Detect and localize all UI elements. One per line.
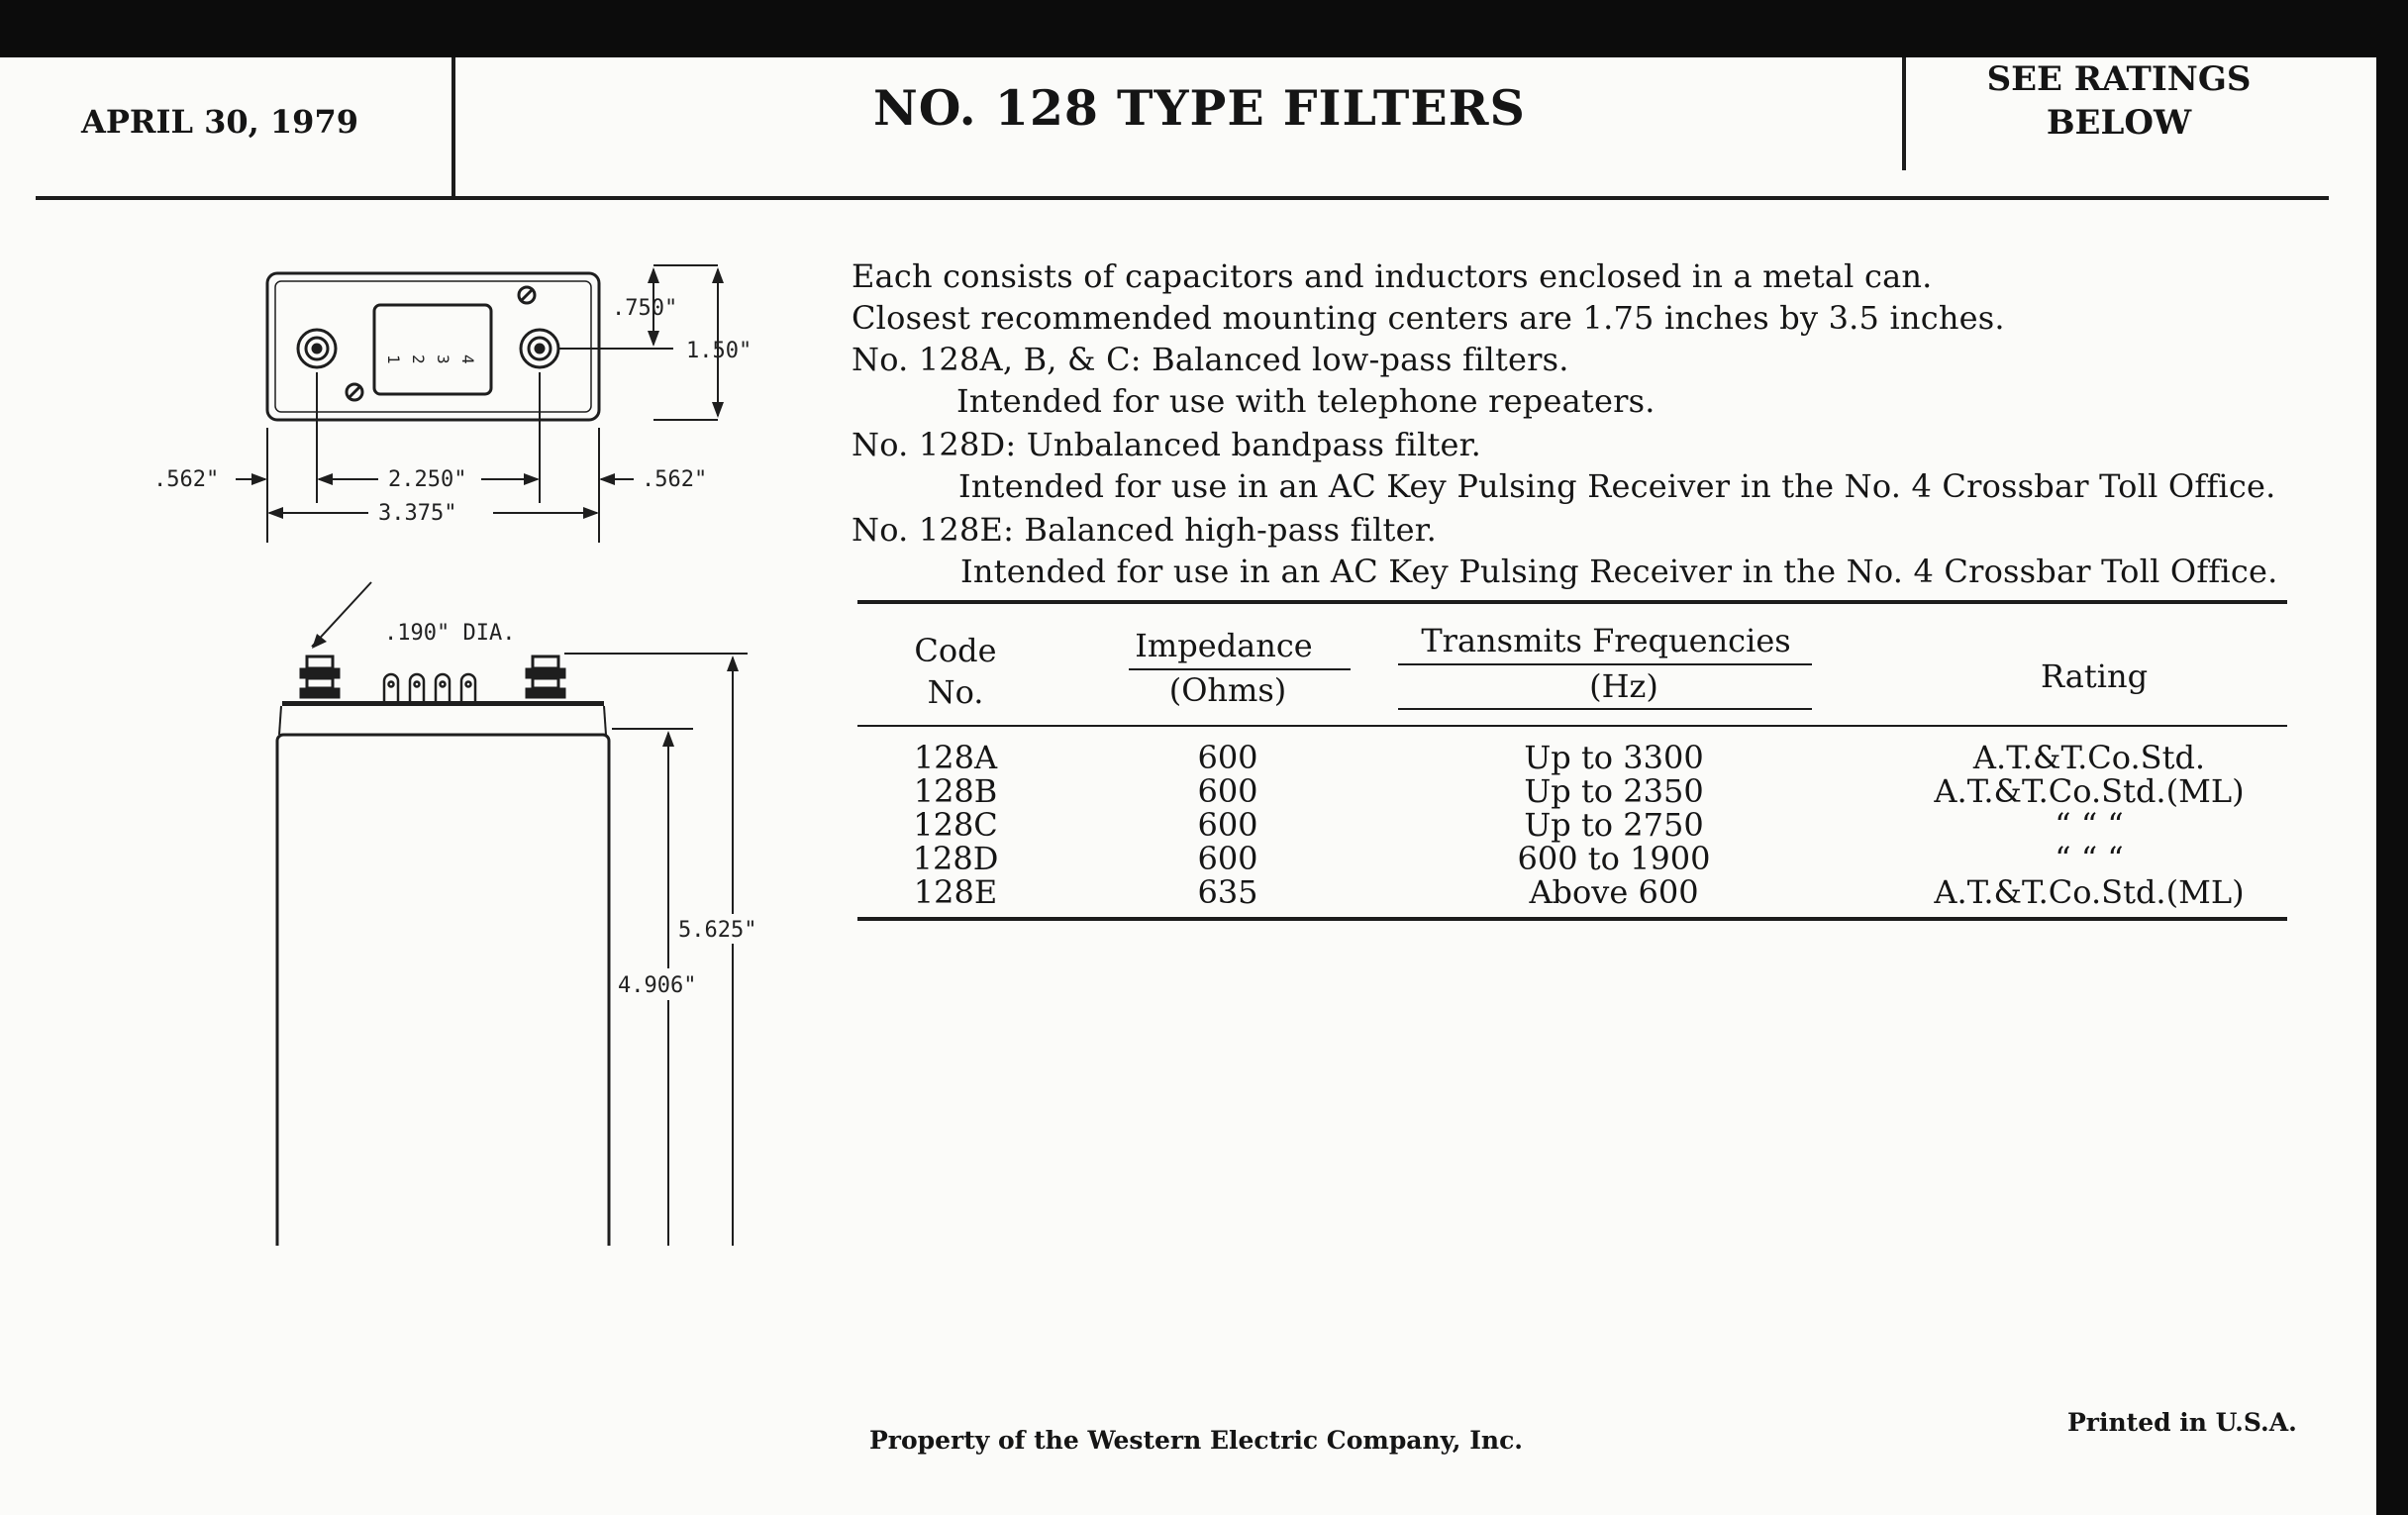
table-cell-frequency: Up to 3300: [1524, 739, 1704, 776]
header-divider-right: [1902, 57, 1906, 170]
terminal-3-label: 3: [434, 354, 452, 364]
top-view-text: [153, 296, 752, 526]
stud-left-side: [301, 656, 339, 697]
dim-562-right-label: .562": [642, 467, 708, 492]
table-cell-frequency: Up to 2750: [1524, 806, 1704, 844]
terminal-2-label: 2: [409, 354, 428, 364]
dim-562-left-label: .562": [153, 467, 220, 492]
dim-150-label: 1.50": [686, 339, 752, 363]
screw-right: [519, 287, 535, 303]
ratings-note-line2: BELOW: [2046, 103, 2192, 143]
table-cell-rating: “ “ “: [2055, 840, 2124, 877]
table-cell-code: 128A: [913, 739, 998, 776]
dim-4906-label: 4.906": [618, 973, 697, 998]
screw-left: [347, 384, 362, 400]
terminal-1-label: 1: [384, 354, 403, 364]
table-cell-impedance: 600: [1197, 840, 1258, 877]
table-cell-rating: “ “ “: [2055, 806, 2124, 844]
table-cell-frequency: Above 600: [1529, 873, 1699, 911]
header-impedance-line2: (Ohms): [1168, 671, 1287, 709]
description-line-4: Intended for use with telephone repeaters.: [956, 382, 1656, 420]
table-cell-code: 128E: [913, 873, 998, 911]
table-cell-code: 128B: [913, 772, 998, 810]
stud-left: [298, 330, 336, 367]
table-header-rule: [857, 725, 2287, 727]
terminal-lugs: [384, 674, 475, 701]
stud-right: [521, 330, 558, 367]
table-cell-rating: A.T.&T.Co.Std.: [1972, 739, 2206, 776]
header-rating: Rating: [2040, 657, 2149, 695]
header-code-line1: Code: [914, 632, 997, 669]
printed-notice: Printed in U.S.A.: [2067, 1408, 2297, 1437]
table-cell-impedance: 600: [1197, 739, 1258, 776]
spec-card: [0, 57, 2376, 1515]
property-notice: Property of the Western Electric Company, Inc.: [869, 1426, 1524, 1455]
description-line-6: Intended for use in an AC Key Pulsing Receiver in the No. 4 Crossbar Toll Office.: [958, 467, 2276, 505]
dim-dia-label: .190" DIA.: [384, 621, 516, 646]
page-title: NO. 128 TYPE FILTERS: [873, 79, 1526, 137]
table-cell-rating: A.T.&T.Co.Std.(ML): [1934, 772, 2245, 810]
ratings-note: [1941, 57, 2297, 145]
dim-2250-label: 2.250": [388, 467, 467, 492]
terminal-block: [374, 305, 491, 394]
terminal-4-label: 4: [458, 354, 477, 364]
dim-750-label: .750": [612, 296, 678, 321]
table-cell-impedance: 635: [1197, 873, 1258, 911]
header-frequency-line2: (Hz): [1589, 667, 1658, 705]
dim-5625-label: 5.625": [678, 918, 757, 943]
table-cell-code: 128D: [912, 840, 999, 877]
side-view: [277, 582, 752, 1246]
table-cell-frequency: 600 to 1900: [1517, 840, 1711, 877]
stud-right-side: [527, 656, 564, 697]
table-top-rule: [857, 600, 2287, 604]
ratings-note-line1: SEE RATINGS: [1986, 59, 2252, 99]
description-line-2: Closest recommended mounting centers are 1.75 inches by 3.5 inches.: [852, 299, 2005, 337]
table-cell-code: 128C: [913, 806, 998, 844]
header-frequency-line1: Transmits Frequencies: [1421, 622, 1791, 659]
can-body: [277, 735, 609, 1246]
description-line-7: No. 128E: Balanced high-pass filter.: [852, 511, 1438, 549]
table-cell-rating: A.T.&T.Co.Std.(ML): [1934, 873, 2245, 911]
header-rule: [36, 196, 2329, 200]
header-impedance-line1: Impedance: [1135, 627, 1313, 664]
issue-date: APRIL 30, 1979: [81, 103, 358, 141]
description-line-8: Intended for use in an AC Key Pulsing Receiver in the No. 4 Crossbar Toll Office.: [960, 553, 2278, 590]
description-line-3: No. 128A, B, & C: Balanced low-pass filters.: [852, 341, 1569, 378]
description-line-1: Each consists of capacitors and inductors enclosed in a metal can.: [852, 257, 1933, 295]
side-view-text: [384, 621, 756, 998]
header-divider-left: [452, 57, 455, 198]
dimension-drawing: [139, 255, 812, 1246]
table-bottom-rule: [857, 917, 2287, 921]
description-line-5: No. 128D: Unbalanced bandpass filter.: [852, 426, 1482, 463]
dim-3375-label: 3.375": [378, 501, 457, 526]
table-cell-impedance: 600: [1197, 806, 1258, 844]
header-code-line2: No.: [927, 673, 984, 711]
table-cell-frequency: Up to 2350: [1524, 772, 1704, 810]
table-cell-impedance: 600: [1197, 772, 1258, 810]
